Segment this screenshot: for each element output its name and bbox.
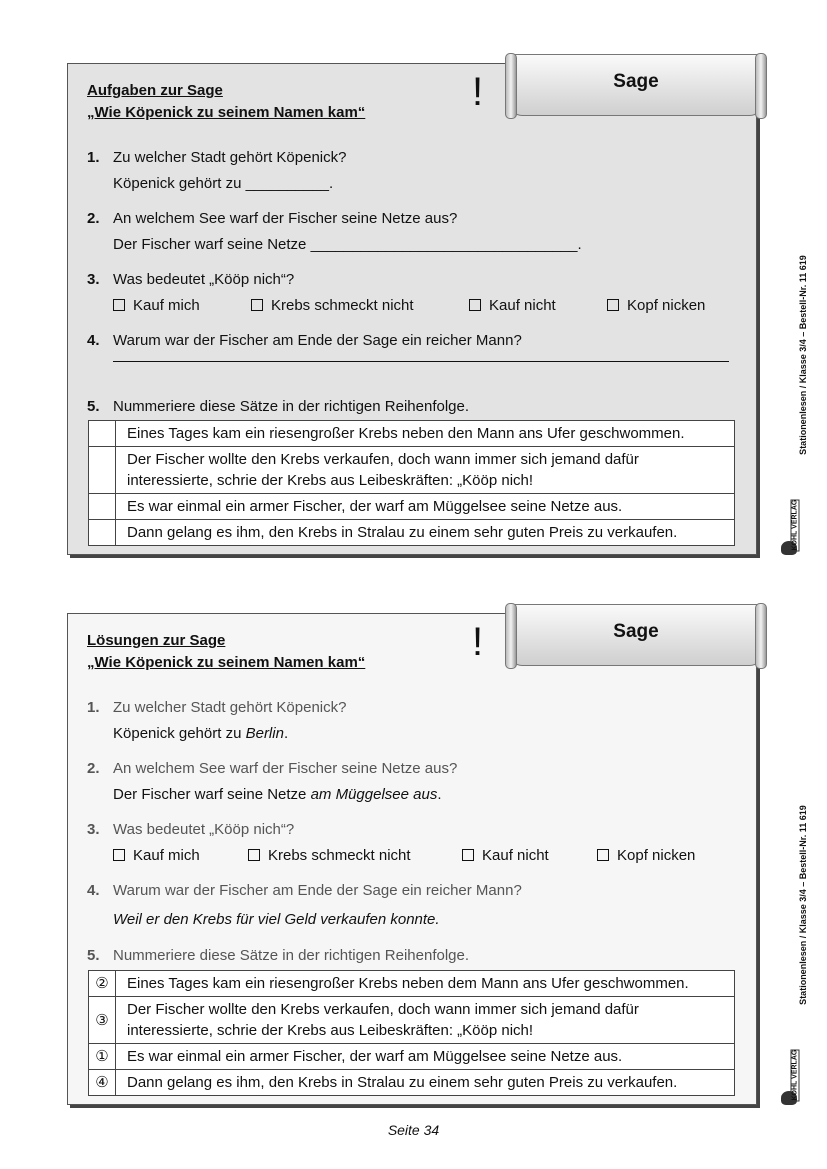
question-text: Nummeriere diese Sätze in der richtigen Reihenfolge. — [113, 398, 470, 415]
side-caption: Stationenlesen / Klasse 3/4 – Bestell-Nr. 11 619 — [798, 805, 808, 1005]
question-text: Was bedeutet „Kööp nich“? — [113, 271, 295, 288]
sequence-table — [88, 970, 735, 1096]
checkbox[interactable] — [248, 849, 260, 861]
option-kauf-nicht[interactable]: Kauf nicht — [462, 847, 549, 864]
table-row — [89, 520, 735, 546]
card-subheading: „Wie Köpenick zu seinem Namen kam“ — [87, 654, 366, 671]
answer-line-4[interactable] — [113, 361, 729, 362]
sentence-cell: Der Fischer wollte den Krebs verkaufen, doch wann immer sich jemand dafür interessierte, schrie der Krebs aus Leibeskräften: „Kööp nich! — [116, 997, 735, 1044]
table-row — [89, 1044, 735, 1070]
exclamation-icon: ! — [472, 620, 484, 664]
sequence-table — [88, 420, 735, 546]
banner-title: Sage — [613, 71, 659, 92]
question-number: 3. — [87, 821, 100, 838]
order-cell[interactable] — [89, 494, 116, 520]
order-cell: ② — [89, 971, 116, 997]
answer-line-1[interactable]: Köpenick gehört zu __________. — [113, 175, 334, 192]
option-kopf-nicken[interactable]: Kopf nicken — [597, 847, 695, 864]
sentence-cell: Dann gelang es ihm, den Krebs in Stralau zu einem sehr guten Preis zu verkaufen. — [116, 1070, 735, 1096]
answer-4: Weil er den Krebs für viel Geld verkaufen konnte. — [113, 911, 440, 928]
checkbox[interactable] — [597, 849, 609, 861]
answer-value: am Müggelsee aus — [310, 786, 438, 803]
page-number: Seite 34 — [387, 1122, 440, 1138]
question-text: Warum war der Fischer am Ende der Sage ein reicher Mann? — [113, 332, 522, 349]
answer-1: Köpenick gehört zu Berlin. — [113, 725, 289, 742]
table-row — [89, 1070, 735, 1096]
question-number: 5. — [87, 947, 100, 964]
question-text: An welchem See warf der Fischer seine Netze aus? — [113, 760, 458, 777]
question-text: Zu welcher Stadt gehört Köpenick? — [113, 699, 347, 716]
card-subheading: „Wie Köpenick zu seinem Namen kam“ — [87, 104, 366, 121]
option-kauf-mich[interactable]: Kauf mich — [113, 297, 200, 314]
checkbox[interactable] — [113, 299, 125, 311]
order-cell: ③ — [89, 997, 116, 1044]
answer-value: Berlin — [245, 725, 284, 742]
sentence-cell: Eines Tages kam ein riesengroßer Krebs neben den Mann ans Ufer geschwommen. — [116, 421, 735, 447]
sentence-cell: Eines Tages kam ein riesengroßer Krebs neben dem Mann ans Ufer geschwommen. — [116, 971, 735, 997]
sage-banner — [510, 604, 762, 666]
question-number: 4. — [87, 882, 100, 899]
question-number: 4. — [87, 332, 100, 349]
sentence-cell: Der Fischer wollte den Krebs verkaufen, doch wann immer sich jemand dafür interessierte, schrie der Krebs aus Leibeskräften: „Kööp nich! — [116, 447, 735, 494]
card-heading: Lösungen zur Sage — [87, 632, 226, 649]
side-caption: Stationenlesen / Klasse 3/4 – Bestell-Nr. 11 619 — [798, 255, 808, 455]
option-krebs-schmeckt-nicht[interactable]: Krebs schmeckt nicht — [248, 847, 411, 864]
option-krebs-schmeckt-nicht[interactable]: Krebs schmeckt nicht — [251, 297, 414, 314]
answer-2: Der Fischer warf seine Netze am Müggelsee aus. — [113, 786, 442, 803]
question-text: Warum war der Fischer am Ende der Sage ein reicher Mann? — [113, 882, 522, 899]
publisher-logo: KOHL VERLAG — [781, 1055, 807, 1105]
order-cell[interactable] — [89, 447, 116, 494]
banner-title: Sage — [613, 621, 659, 642]
publisher-logo: KOHL VERLAG — [781, 505, 807, 555]
sentence-cell: Dann gelang es ihm, den Krebs in Stralau zu einem sehr guten Preis zu verkaufen. — [116, 520, 735, 546]
question-text: Was bedeutet „Kööp nich“? — [113, 821, 295, 838]
checkbox[interactable] — [462, 849, 474, 861]
question-text: An welchem See warf der Fischer seine Netze aus? — [113, 210, 458, 227]
order-cell[interactable] — [89, 421, 116, 447]
option-kauf-mich[interactable]: Kauf mich — [113, 847, 200, 864]
checkbox[interactable] — [251, 299, 263, 311]
table-row — [89, 421, 735, 447]
question-number: 5. — [87, 398, 100, 415]
order-cell[interactable] — [89, 520, 116, 546]
question-number: 2. — [87, 210, 100, 227]
order-cell: ④ — [89, 1070, 116, 1096]
question-number: 1. — [87, 699, 100, 716]
question-number: 3. — [87, 271, 100, 288]
table-row — [89, 447, 735, 494]
question-text: Zu welcher Stadt gehört Köpenick? — [113, 149, 347, 166]
checkbox[interactable] — [469, 299, 481, 311]
card-heading: Aufgaben zur Sage — [87, 82, 223, 99]
order-cell: ① — [89, 1044, 116, 1070]
table-row — [89, 494, 735, 520]
table-row — [89, 971, 735, 997]
answer-line-2[interactable]: Der Fischer warf seine Netze ________________________________. — [113, 236, 582, 253]
sentence-cell: Es war einmal ein armer Fischer, der warf am Müggelsee seine Netze aus. — [116, 494, 735, 520]
option-kauf-nicht[interactable]: Kauf nicht — [469, 297, 556, 314]
task-card — [67, 63, 757, 555]
question-number: 1. — [87, 149, 100, 166]
sentence-cell: Es war einmal ein armer Fischer, der warf am Müggelsee seine Netze aus. — [116, 1044, 735, 1070]
exclamation-icon: ! — [472, 70, 484, 114]
checkbox[interactable] — [607, 299, 619, 311]
option-kopf-nicken[interactable]: Kopf nicken — [607, 297, 705, 314]
solution-card — [67, 613, 757, 1105]
sage-banner — [510, 54, 762, 116]
question-text: Nummeriere diese Sätze in der richtigen Reihenfolge. — [113, 947, 470, 964]
question-number: 2. — [87, 760, 100, 777]
checkbox[interactable] — [113, 849, 125, 861]
table-row — [89, 997, 735, 1044]
